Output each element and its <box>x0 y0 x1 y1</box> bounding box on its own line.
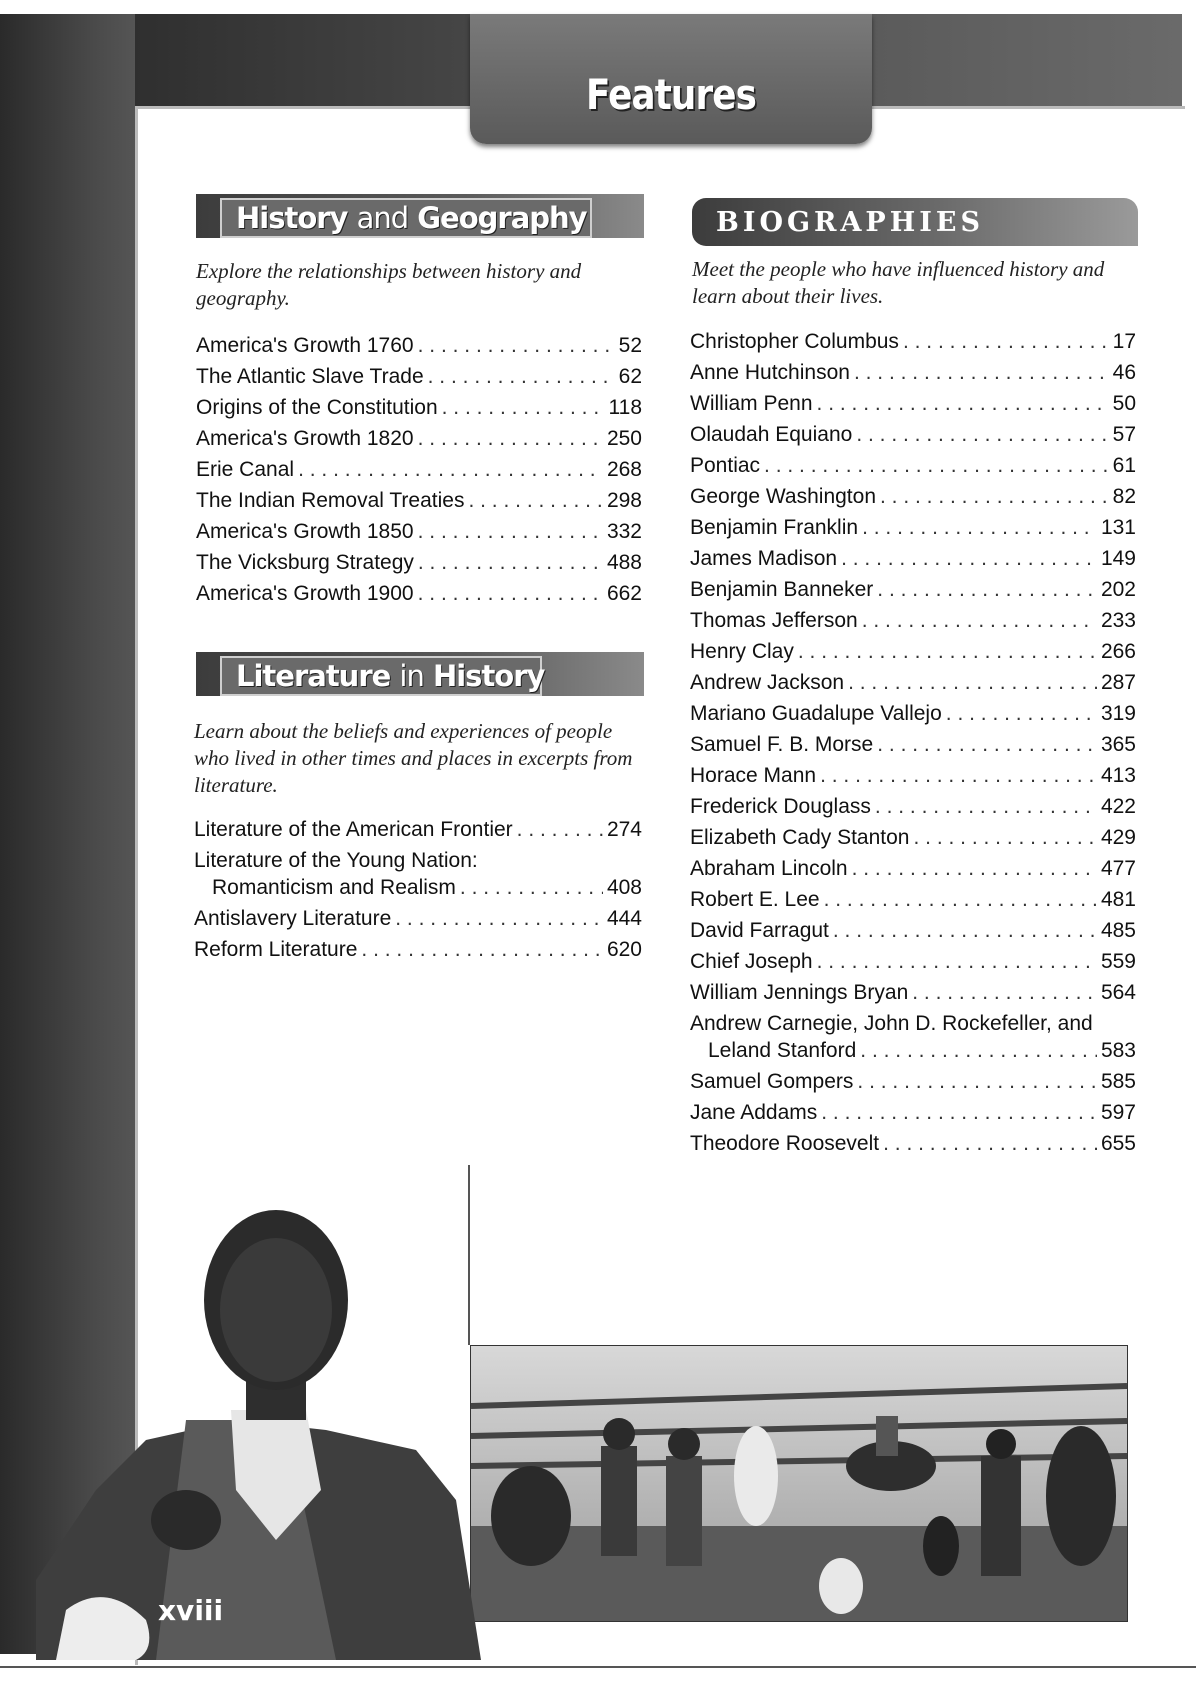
leader-dots <box>442 396 605 420</box>
leader-dots <box>428 365 615 389</box>
leader-dots <box>880 485 1109 509</box>
toc-entry-page: 17 <box>1112 330 1136 353</box>
leader-dots <box>468 489 602 513</box>
toc-entry-page: 429 <box>1100 826 1136 849</box>
toc-entry-title: Henry Clay <box>690 640 794 663</box>
toc-entry <box>690 454 1136 485</box>
leader-dots <box>875 795 1097 819</box>
toc-entry-page: 46 <box>1112 361 1136 384</box>
toc-entry-title: Abraham Lincoln <box>690 857 848 880</box>
leader-dots <box>877 733 1097 757</box>
literature-banner-label <box>220 656 545 696</box>
toc-entry-page: 149 <box>1100 547 1136 570</box>
toc-entry <box>690 764 1136 795</box>
biographies-banner <box>692 198 1138 246</box>
features-title-tab <box>470 14 872 144</box>
toc-entry-page: 488 <box>606 551 642 574</box>
leader-dots <box>361 938 603 962</box>
toc-entry <box>690 795 1136 826</box>
leader-dots <box>883 1132 1097 1156</box>
toc-entry <box>196 334 642 365</box>
leader-dots <box>848 671 1097 695</box>
toc-entry-title: Horace Mann <box>690 764 817 787</box>
toc-entry <box>690 392 1136 423</box>
toc-entry-title-line1: Andrew Carnegie, John D. Rockefeller, and <box>690 1012 1093 1035</box>
page-number: xviii <box>158 1594 224 1627</box>
toc-entry-title: Anne Hutchinson <box>690 361 850 384</box>
leader-dots <box>857 1070 1097 1094</box>
toc-entry-title: Literature of the American Frontier <box>194 818 513 841</box>
leader-dots <box>418 520 603 544</box>
leader-dots <box>854 361 1109 385</box>
history-geography-list <box>196 334 642 613</box>
toc-entry <box>196 551 642 582</box>
toc-entry-page: 662 <box>606 582 642 605</box>
toc-entry-title: Romanticism and Realism <box>212 876 456 899</box>
toc-entry-page: 52 <box>618 334 642 357</box>
literature-list <box>194 818 642 969</box>
toc-entry-title-line1: Literature of the Young Nation: <box>194 849 478 872</box>
toc-entry <box>690 578 1136 609</box>
leader-dots <box>418 582 603 606</box>
toc-entry <box>690 361 1136 392</box>
toc-entry-page: 118 <box>608 396 642 419</box>
leader-dots <box>877 578 1097 602</box>
literature-intro: Learn about the beliefs and experiences of people who lived in other times and places in excerpts from literature. <box>194 719 633 797</box>
toc-entry <box>690 671 1136 702</box>
leader-dots <box>517 818 603 842</box>
toc-entry-page: 298 <box>606 489 642 512</box>
toc-entry <box>690 702 1136 733</box>
heading-word: in <box>399 659 424 693</box>
toc-entry-page: 477 <box>1100 857 1136 880</box>
toc-entry-title: Robert E. Lee <box>690 888 820 911</box>
leader-dots <box>817 950 1097 974</box>
toc-entry-title: Samuel Gompers <box>690 1070 854 1093</box>
toc-entry-page: 233 <box>1100 609 1136 632</box>
toc-entry-page: 268 <box>606 458 642 481</box>
toc-entry-line2 <box>194 876 642 907</box>
toc-entry-title: Elizabeth Cady Stanton <box>690 826 910 849</box>
leader-dots <box>913 826 1096 850</box>
toc-entry-page: 250 <box>606 427 642 450</box>
toc-entry-line2 <box>690 1039 1136 1070</box>
toc-entry-page: 422 <box>1100 795 1136 818</box>
leader-dots <box>764 454 1109 478</box>
toc-entry <box>690 1070 1136 1101</box>
toc-entry <box>196 458 642 489</box>
colonial-portrait-illustration <box>36 1020 481 1660</box>
leader-dots <box>418 334 615 358</box>
toc-entry-title: Olaudah Equiano <box>690 423 853 446</box>
heading-word: History <box>432 659 545 693</box>
leader-dots <box>298 458 603 482</box>
toc-entry-title: James Madison <box>690 547 838 570</box>
toc-entry-page: 444 <box>606 907 642 930</box>
leader-dots <box>860 1039 1097 1063</box>
toc-entry-title: Erie Canal <box>196 458 295 481</box>
toc-entry-page: 319 <box>1100 702 1136 725</box>
toc-entry-title: Leland Stanford <box>708 1039 857 1062</box>
leader-dots <box>395 907 603 931</box>
toc-entry-page: 266 <box>1100 640 1136 663</box>
toc-entry-page: 597 <box>1100 1101 1136 1124</box>
toc-entry <box>196 427 642 458</box>
toc-entry-title: Andrew Jackson <box>690 671 845 694</box>
toc-entry-page: 287 <box>1100 671 1136 694</box>
toc-entry-page: 202 <box>1100 578 1136 601</box>
leader-dots <box>841 547 1097 571</box>
toc-entry-page: 62 <box>618 365 642 388</box>
toc-entry-title: Thomas Jefferson <box>690 609 858 632</box>
leader-dots <box>862 516 1097 540</box>
toc-entry <box>194 849 642 907</box>
toc-entry-title: David Farragut <box>690 919 829 942</box>
toc-entry-title: Samuel F. B. Morse <box>690 733 874 756</box>
toc-entry <box>690 826 1136 857</box>
toc-entry-title: The Indian Removal Treaties <box>196 489 465 512</box>
toc-entry <box>690 640 1136 671</box>
toc-entry-page: 50 <box>1112 392 1136 415</box>
leader-dots <box>798 640 1097 664</box>
history-geography-heading <box>236 201 587 235</box>
toc-entry <box>196 582 642 613</box>
toc-entry <box>196 365 642 396</box>
toc-entry-page: 655 <box>1100 1132 1136 1155</box>
toc-entry-page: 481 <box>1100 888 1136 911</box>
toc-entry-title: America's Growth 1900 <box>196 582 414 605</box>
toc-entry-title: Origins of the Constitution <box>196 396 438 419</box>
leader-dots <box>460 876 603 900</box>
toc-entry-title: Antislavery Literature <box>194 907 392 930</box>
toc-entry-title: George Washington <box>690 485 876 508</box>
leader-dots <box>820 764 1097 788</box>
toc-entry-page: 485 <box>1100 919 1136 942</box>
leader-dots <box>852 857 1097 881</box>
toc-entry-title: Pontiac <box>690 454 761 477</box>
literature-banner <box>196 652 644 696</box>
toc-entry-page: 131 <box>1100 516 1136 539</box>
toc-entry-title: The Vicksburg Strategy <box>196 551 414 574</box>
toc-entry-title: Christopher Columbus <box>690 330 899 353</box>
toc-entry <box>690 950 1136 981</box>
western-ranch-illustration <box>470 1345 1128 1622</box>
page-title: Features <box>586 69 756 119</box>
toc-entry-title: Reform Literature <box>194 938 358 961</box>
leader-dots <box>833 919 1097 943</box>
toc-entry-page: 583 <box>1100 1039 1136 1062</box>
leader-dots <box>418 551 603 575</box>
toc-entry <box>690 1132 1136 1163</box>
toc-entry-title: William Jennings Bryan <box>690 981 909 1004</box>
biographies-heading: BIOGRAPHIES <box>716 206 984 238</box>
toc-entry <box>690 330 1136 361</box>
heading-word: Literature <box>236 659 391 693</box>
history-geography-banner <box>196 194 644 238</box>
toc-entry-title: Jane Addams <box>690 1101 818 1124</box>
heading-word: and <box>356 201 409 235</box>
toc-entry <box>690 981 1136 1012</box>
toc-entry <box>690 547 1136 578</box>
biographies-intro: Meet the people who have influenced history and learn about their lives. <box>692 257 1105 308</box>
toc-entry <box>194 938 642 969</box>
toc-entry <box>690 1012 1136 1070</box>
toc-entry <box>690 857 1136 888</box>
toc-entry-page: 274 <box>606 818 642 841</box>
toc-entry-title: Chief Joseph <box>690 950 813 973</box>
toc-entry-page: 585 <box>1100 1070 1136 1093</box>
bottom-rule <box>0 1666 1196 1668</box>
toc-entry-title: America's Growth 1820 <box>196 427 414 450</box>
toc-entry-title: Benjamin Banneker <box>690 578 874 601</box>
toc-entry-page: 332 <box>606 520 642 543</box>
leader-dots <box>903 330 1109 354</box>
literature-heading <box>236 659 544 693</box>
leader-dots <box>946 702 1097 726</box>
heading-word: Geography <box>417 201 587 235</box>
leader-dots <box>418 427 603 451</box>
toc-entry-title: Benjamin Franklin <box>690 516 859 539</box>
toc-entry-page: 413 <box>1100 764 1136 787</box>
toc-entry <box>690 1101 1136 1132</box>
toc-entry <box>194 907 642 938</box>
toc-entry <box>196 396 642 427</box>
toc-entry <box>690 423 1136 454</box>
toc-entry <box>690 888 1136 919</box>
toc-entry <box>690 516 1136 547</box>
heading-word: History <box>236 201 348 235</box>
toc-entry-page: 559 <box>1100 950 1136 973</box>
toc-entry <box>690 919 1136 950</box>
toc-entry-title: Frederick Douglass <box>690 795 871 818</box>
leader-dots <box>912 981 1097 1005</box>
toc-entry-title: Mariano Guadalupe Vallejo <box>690 702 942 725</box>
leader-dots <box>817 392 1109 416</box>
toc-entry-page: 61 <box>1112 454 1136 477</box>
toc-entry-page: 564 <box>1100 981 1136 1004</box>
history-geography-intro: Explore the relationships between history and geography. <box>196 259 582 310</box>
history-geography-banner-label <box>220 198 592 238</box>
leader-dots <box>824 888 1097 912</box>
toc-entry <box>690 485 1136 516</box>
toc-entry-page: 82 <box>1112 485 1136 508</box>
toc-entry <box>690 609 1136 640</box>
toc-entry <box>196 520 642 551</box>
toc-entry <box>196 489 642 520</box>
toc-entry-title: America's Growth 1760 <box>196 334 414 357</box>
toc-entry <box>194 818 642 849</box>
leader-dots <box>862 609 1097 633</box>
toc-entry-page: 620 <box>606 938 642 961</box>
toc-entry <box>690 733 1136 764</box>
toc-entry-page: 57 <box>1112 423 1136 446</box>
toc-entry-title: William Penn <box>690 392 813 415</box>
leader-dots <box>856 423 1108 447</box>
leader-dots <box>821 1101 1097 1125</box>
biographies-list <box>690 330 1136 1163</box>
toc-entry-title: Theodore Roosevelt <box>690 1132 880 1155</box>
toc-entry-page: 408 <box>606 876 642 899</box>
toc-entry-title: America's Growth 1850 <box>196 520 414 543</box>
toc-entry-page: 365 <box>1100 733 1136 756</box>
toc-entry-title: The Atlantic Slave Trade <box>196 365 424 388</box>
